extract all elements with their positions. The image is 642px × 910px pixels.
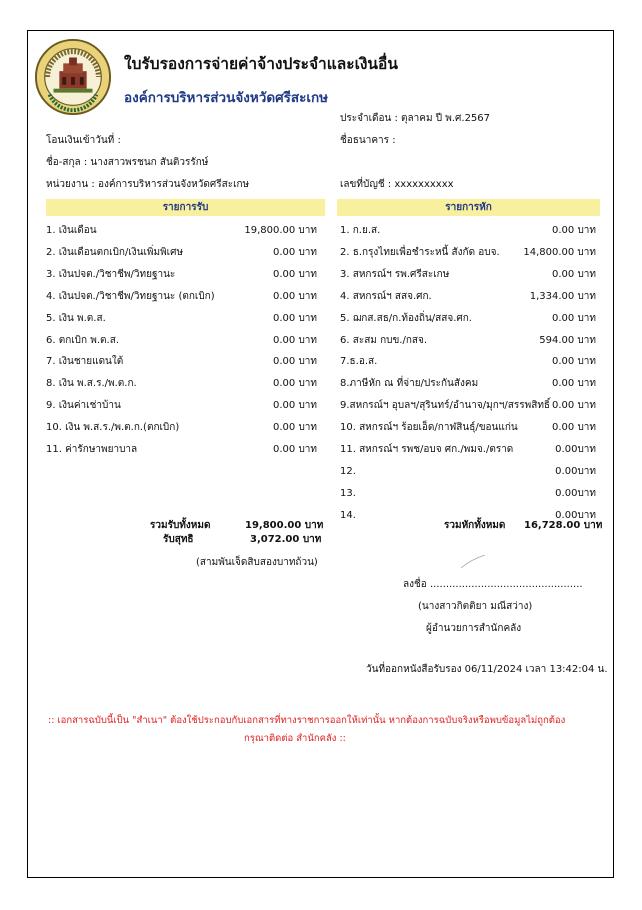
row-amount: 0.00 บาท: [273, 400, 317, 412]
row-amount: 1,334.00 บาท: [529, 290, 596, 302]
row-amount: 594.00 บาท: [539, 334, 596, 346]
table-row: [340, 355, 596, 369]
row-label: 11. สหกรณ์ฯ รพช/อบจ ศก./พมจ./ตราด: [340, 444, 514, 455]
copy-notice-line2: กรุณาติดต่อ สำนักคลัง ::: [244, 733, 346, 744]
row-label: 12.: [340, 465, 356, 477]
row-label: 1. เงินเดือน: [46, 225, 97, 236]
row-label: 13.: [340, 487, 356, 499]
row-label: 6. ตกเบิก พ.ต.ส.: [46, 334, 119, 346]
row-amount: 0.00บาท: [555, 465, 596, 477]
issue-datetime: วันที่ออกหนังสือรับรอง 06/11/2024 เวลา 13:42:04 น.: [366, 664, 608, 675]
seal-icon: [34, 38, 112, 116]
row-amount: 0.00 บาท: [273, 378, 317, 390]
row-label: 5. เงิน พ.ต.ส.: [46, 312, 106, 324]
income-total-label: รวมรับทั้งหมด: [150, 520, 211, 531]
table-row: [46, 421, 317, 435]
signature-mark: [458, 552, 488, 572]
row-amount: 0.00 บาท: [273, 334, 317, 346]
row-label: 5. ฌกส.สธ/ก.ท้องถิ่น/สสจ.ศก.: [340, 312, 472, 324]
row-label: 1. ก.ย.ส.: [340, 225, 381, 236]
deduction-header: รายการหัก: [337, 199, 600, 216]
organization-name: องค์การบริหารส่วนจังหวัดศรีสะเกษ: [124, 90, 329, 106]
employee-name: ชื่อ-สกุล : นางสาวพรชนก สันติวรรักษ์: [46, 157, 209, 168]
deduction-total-label: รวมหักทั้งหมด: [444, 520, 506, 531]
table-row: [340, 268, 596, 282]
table-row: [46, 246, 317, 260]
table-row: [46, 290, 317, 304]
row-label: 2. ธ.กรุงไทยเพื่อชำระหนี้ สังกัด อบจ.: [340, 246, 500, 258]
row-label: 6. สะสม กบข./กสจ.: [340, 334, 428, 346]
row-amount: 0.00 บาท: [552, 225, 596, 236]
table-row: [340, 334, 596, 348]
row-amount: 14,800.00 บาท: [523, 246, 596, 258]
table-row: [46, 399, 317, 413]
table-row: [46, 443, 317, 457]
deduction-total-amount: 16,728.00 บาท: [524, 520, 603, 531]
row-label: 8.ภาษีหัก ณ ที่จ่าย/ประกันสังคม: [340, 378, 479, 390]
row-amount: 0.00 บาท: [273, 290, 317, 302]
row-amount: 0.00 บาท: [273, 422, 317, 434]
row-label: 3. เงินปจต./วิชาชีพ/วิทยฐานะ: [46, 268, 176, 280]
bank-name: ชื่อธนาคาร :: [340, 135, 396, 146]
account-number: เลขที่บัญชี : xxxxxxxxxx: [340, 179, 454, 190]
signer-name: (นางสาวกิตติยา มณีสว่าง): [418, 601, 533, 612]
row-amount: 0.00 บาท: [273, 268, 317, 280]
transfer-date: โอนเงินเข้าวันที่ :: [46, 135, 121, 146]
table-row: [340, 421, 596, 435]
table-row: [340, 399, 596, 413]
row-label: 11. ค่ารักษาพยาบาล: [46, 444, 138, 455]
table-row: [46, 377, 317, 391]
row-amount: 0.00 บาท: [273, 246, 317, 258]
net-amount-text: (สามพันเจ็ดสิบสองบาทถ้วน): [196, 557, 318, 568]
table-row: [340, 487, 596, 501]
row-label: 4. สหกรณ์ฯ สสจ.ศก.: [340, 290, 432, 302]
row-label: 4. เงินปจต./วิชาชีพ/วิทยฐานะ (ตกเบิก): [46, 290, 215, 302]
row-amount: 0.00 บาท: [273, 312, 317, 324]
row-amount: 0.00 บาท: [552, 268, 596, 280]
signature-line: ลงชื่อ ................................................: [403, 579, 583, 590]
row-label: 8. เงิน พ.ส.ร./พ.ต.ก.: [46, 378, 137, 390]
table-row: [340, 377, 596, 391]
table-row: [340, 246, 596, 260]
row-amount: 0.00 บาท: [273, 356, 317, 368]
row-amount: 0.00 บาท: [552, 312, 596, 324]
net-amount: 3,072.00 บาท: [250, 534, 322, 545]
certificate-title: ใบรับรองการจ่ายค่าจ้างประจำและเงินอื่น: [124, 55, 398, 73]
row-label: 10. สหกรณ์ฯ ร้อยเอ็ด/กาฬสินธุ์/ขอนแก่น: [340, 422, 518, 434]
income-header: รายการรับ: [46, 199, 325, 216]
table-row: [46, 355, 317, 369]
row-label: 3. สหกรณ์ฯ รพ.ศรีสะเกษ: [340, 268, 450, 280]
table-row: [340, 465, 596, 479]
table-row: [340, 443, 596, 457]
row-amount: 0.00 บาท: [552, 356, 596, 368]
row-amount: 0.00 บาท: [273, 444, 317, 455]
row-amount: 0.00บาท: [555, 444, 596, 455]
row-label: 2. เงินเดือนตกเบิก/เงินเพิ่มพิเศษ: [46, 246, 184, 258]
row-label: 7.ธ.อ.ส.: [340, 356, 378, 368]
row-amount: 0.00บาท: [555, 487, 596, 499]
row-label: 7. เงินชายแดนใต้: [46, 356, 124, 368]
table-row: [340, 290, 596, 304]
row-amount: 0.00 บาท: [552, 422, 596, 434]
row-label: 14.: [340, 509, 356, 521]
copy-notice-line1: :: เอกสารฉบับนี้เป็น "สำเนา" ต้องใช้ประกอบกับเอกสารที่ทางราชการออกให้เท่านั้น หากต้องการฉบับจริงหรือพบข้อมูลไม่ถูกต้อง: [48, 715, 566, 726]
row-label: 10. เงิน พ.ส.ร./พ.ต.ก.(ตกเบิก): [46, 422, 180, 434]
row-amount: 0.00บาท: [555, 509, 596, 521]
signer-position: ผู้อำนวยการสำนักคลัง: [426, 623, 522, 634]
income-total-amount: 19,800.00 บาท: [245, 520, 324, 531]
table-row: [46, 268, 317, 282]
employee-unit: หน่วยงาน : องค์การบริหารส่วนจังหวัดศรีสะเกษ: [46, 179, 250, 190]
table-row: [46, 334, 317, 348]
row-amount: 0.00 บาท: [552, 400, 596, 412]
net-label: รับสุทธิ: [163, 534, 194, 545]
row-label: 9.สหกรณ์ฯ อุบลฯ/สุรินทร์/อำนาจ/มุกฯ/สรรพสิทธิ์: [340, 400, 551, 412]
table-row: [46, 312, 317, 326]
table-row: [340, 312, 596, 326]
pay-month: ประจำเดือน : ตุลาคม ปี พ.ศ.2567: [340, 113, 491, 124]
row-amount: 19,800.00 บาท: [244, 225, 317, 236]
row-amount: 0.00 บาท: [552, 378, 596, 390]
row-label: 9. เงินค่าเช่าบ้าน: [46, 400, 121, 412]
table-row: [340, 224, 596, 238]
table-row: [46, 224, 317, 238]
